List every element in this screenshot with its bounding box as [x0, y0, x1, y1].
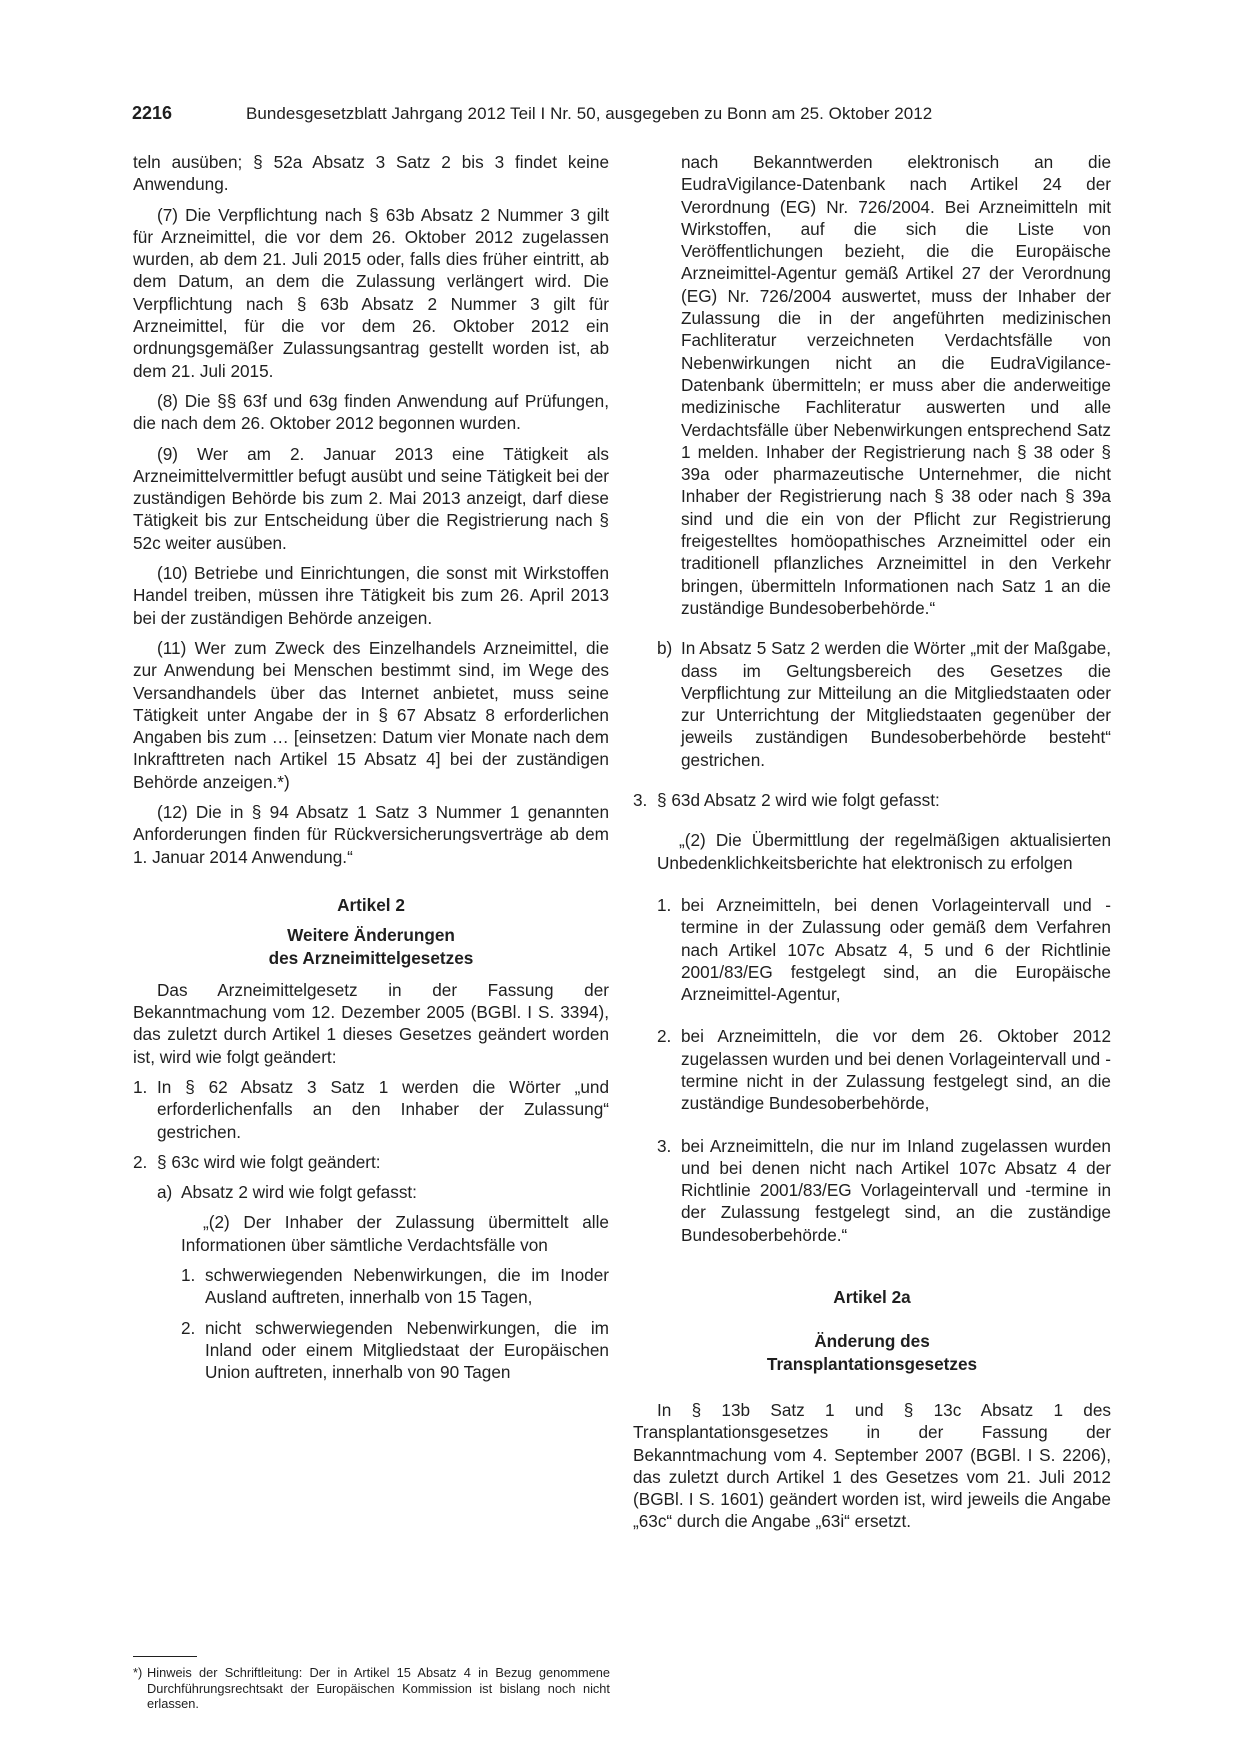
article-2-label: Artikel 2 — [337, 894, 405, 915]
article-2-intro: Das Arzneimittelgesetz in der Fassung der Bekanntmachung vom 12. Dezember 2005 (BGBl. I S. 3394), das zuletzt durch Artikel 1 dieses Gesetzes geändert worden ist, wird wie folgt geändert: — [133, 979, 609, 1067]
list-text: In § 62 Absatz 3 Satz 1 werden die Wörter „und erforderlichenfalls an den Inhaber der Zulassung“ gestrichen. — [157, 1076, 609, 1142]
right-column — [633, 151, 1111, 1541]
list-text: § 63d Absatz 2 wird wie folgt gefasst: — [657, 790, 940, 811]
left-column — [133, 151, 609, 1392]
list-item-2 — [133, 1151, 609, 1173]
page-number: 2216 — [132, 103, 173, 123]
paragraph-7: (7) Die Verpflichtung nach § 63b Absatz 2 Nummer 3 gilt für Arzneimittel, die vor dem 26. Oktober 2012 zugelassen wurden, ab dem 21. Juli 2015 oder, falls dies früher eintritt, ab dem Datum, an dem die Zulassung verlängert wird. Die Verpflichtung nach § 63b Absatz 2 Nummer 3 gilt für Arzneimittel, für die vor dem 26. Oktober 2012 ein ordnungsgemäßer Zulassungsantrag gestellt worden ist, ab dem 21. Juli 2015. — [133, 204, 609, 381]
article-2-title-line2: des Arzneimittelgesetzes — [268, 947, 474, 968]
article-2-title-line1: Weitere Änderungen — [287, 925, 455, 946]
quoted-item-q2 — [657, 1025, 1111, 1114]
list-text: In Absatz 5 Satz 2 werden die Wörter „mit der Maßgabe, dass im Geltungsbereich des Gesetzes die Verpflichtung zur Mitteilung an die Mitgliedstaaten oder zur Unterrichtung der Mitgliedstaaten gegenüber der jeweils zuständigen Bundesoberbehörde besteht“ gestrichen. — [681, 638, 1111, 770]
list-text: schwerwiegenden Nebenwirkungen, die im Inoder Ausland auftreten, innerhalb von 15 Tagen, — [205, 1265, 609, 1308]
running-head: Bundesgesetzblatt Jahrgang 2012 Teil I Nr. 50, ausgegeben zu Bonn am 25. Oktober 2012 — [246, 104, 933, 123]
paragraph-8: (8) Die §§ 63f und 63g finden Anwendung auf Prüfungen, die nach dem 26. Oktober 2012 begonnen wurden. — [133, 390, 609, 434]
quoted-item-q3 — [657, 1135, 1111, 1246]
article-2a-title-line1: Änderung des — [814, 1331, 930, 1352]
quote-intro-2: „(2) Die Übermittlung der regelmäßigen aktualisierten Unbedenklichkeitsberichte hat elektronisch zu erfolgen — [657, 830, 1111, 873]
footnote-text: Hinweis der Schriftleitung: Der in Artikel 15 Absatz 4 in Bezug genommene Durchführungsrechtsakt der Europäischen Kommission ist bislang noch nicht erlassen. — [147, 1665, 610, 1712]
footnote-rule — [133, 1656, 197, 1657]
quote-intro: „(2) Der Inhaber der Zulassung übermittelt alle Informationen über sämtliche Verdachtsfälle von — [181, 1212, 609, 1255]
list-item-2b — [657, 637, 1111, 771]
quoted-item-q1 — [657, 894, 1111, 1005]
list-number: 2. — [133, 1151, 148, 1172]
list-letter: a) — [157, 1182, 173, 1203]
paragraph-10: (10) Betriebe und Einrichtungen, die sonst mit Wirkstoffen Handel treiben, müssen ihre Tätigkeit bis zum 26. April 2013 bei der zuständigen Behörde anzeigen. — [133, 563, 609, 628]
article-2a-label: Artikel 2a — [833, 1287, 911, 1308]
list-number: 2. — [657, 1026, 672, 1047]
footnote-marker: *) — [133, 1665, 143, 1680]
list-number: 1. — [657, 894, 672, 915]
list-number: 3. — [633, 790, 648, 811]
list-text: nicht schwerwiegenden Nebenwirkungen, die im Inland oder einem Mitgliedstaat der Europäischen Union auftreten, innerhalb von 90 Tagen — [205, 1317, 609, 1383]
list-number: 3. — [657, 1135, 672, 1156]
list-item-1 — [133, 1076, 609, 1143]
paragraph-9: (9) Wer am 2. Januar 2013 eine Tätigkeit als Arzneimittelvermittler befugt ausübt und seine Tätigkeit bei der zuständigen Behörde bis zum 2. Mai 2013 anzeigt, darf diese Tätigkeit bis zur Entscheidung über die Registrierung nach § 52c weiter ausüben. — [133, 443, 609, 553]
list-number: 1. — [181, 1265, 196, 1286]
list-text: § 63c wird wie folgt geändert: — [157, 1151, 381, 1172]
list-text: Absatz 2 wird wie folgt gefasst: — [181, 1182, 417, 1203]
quoted-item-1 — [181, 1264, 609, 1309]
footnote — [133, 1665, 610, 1712]
list-number: 1. — [133, 1076, 148, 1097]
list-item-3 — [633, 789, 1111, 811]
quoted-item-2 — [181, 1317, 609, 1384]
article-2a-title-line2: Transplantationsgesetzes — [766, 1353, 978, 1374]
list-text: bei Arzneimitteln, die nur im Inland zugelassen wurden und bei denen nicht nach Artikel 107c Absatz 4 der Richtlinie 2001/83/EG Vorlageintervall und -termine in der Zulassung festgelegt sind, an die zuständige Bundesoberbehörde.“ — [681, 1135, 1111, 1245]
paragraph-12: (12) Die in § 94 Absatz 1 Satz 3 Nummer 1 genannten Anforderungen finden für Rückversicherungsverträge ab dem 1. Januar 2014 Anwendung.“ — [133, 802, 609, 867]
list-item-2a — [157, 1181, 609, 1203]
right-continuation: nach Bekanntwerden elektronisch an die EudraVigilance-Datenbank nach Artikel 24 der Verordnung (EG) Nr. 726/2004. Bei Arzneimitteln mit Wirkstoffen, auf die sich die Liste von Veröffentlichungen bezieht, die die Europäische Arzneimittel-Agentur gemäß Artikel 27 der Verordnung (EG) Nr. 726/2004 auswertet, muss der Inhaber der Zulassung die in der angeführten medizinischen Fachliteratur verzeichneten Verdachtsfälle von Nebenwirkungen nicht an die EudraVigilance-Datenbank übermitteln; er muss aber die anderweitige medizinische Fachliteratur auswerten und alle Verdachtsfälle über Nebenwirkungen entsprechend Satz 1 melden. Inhaber der Registrierung nach § 38 oder § 39a oder pharmazeutische Unternehmer, die nicht Inhaber der Registrierung nach § 38 oder nach § 39a sind und die ein von der Pflicht zur Registrierung freigestelltes homöopathisches Arzneimittel oder ein traditionell pflanzliches Arzneimittel in den Verkehr bringen, übermitteln Informationen nach Satz 1 an die zuständige Bundesoberbehörde.“ — [681, 152, 1111, 618]
intro-continuation: teln ausüben; § 52a Absatz 3 Satz 2 bis 3 findet keine Anwendung. — [133, 152, 609, 195]
list-text: bei Arzneimitteln, bei denen Vorlageintervall und -termine in der Zulassung oder gemäß dem Verfahren nach Artikel 107c Absatz 4, 5 und 6 der Richtlinie 2001/83/EG festgelegt sind, an die Europäische Arzneimittel-Agentur, — [681, 894, 1111, 1005]
paragraph-11: (11) Wer zum Zweck des Einzelhandels Arzneimittel, die zur Anwendung bei Menschen bestimmt sind, im Wege des Versandhandels über das Internet anbietet, muss seine Tätigkeit unter Angabe der in § 67 Absatz 8 erforderlichen Angaben bis zum … [einsetzen: Datum vier Monate nach dem Inkrafttreten nach Artikel 15 Absatz 4] bei der zuständigen Behörde anzeigen.*) — [133, 637, 609, 792]
list-letter: b) — [657, 638, 673, 659]
article-2a-body: In § 13b Satz 1 und § 13c Absatz 1 des Transplantationsgesetzes in der Fassung der Bekanntmachung vom 4. September 2007 (BGBl. I S. 2206), das zuletzt durch Artikel 1 des Gesetzes vom 21. Juli 2012 (BGBl. I S. 1601) geändert worden ist, wird jeweils die Angabe „63c“ durch die Angabe „63i“ ersetzt. — [633, 1399, 1111, 1532]
list-number: 2. — [181, 1317, 196, 1338]
list-text: bei Arzneimitteln, die vor dem 26. Oktober 2012 zugelassen wurden und bei denen Vorlageintervall und -termine nicht in der Zulassung festgelegt sind, an die zuständige Bundesoberbehörde, — [681, 1026, 1111, 1114]
